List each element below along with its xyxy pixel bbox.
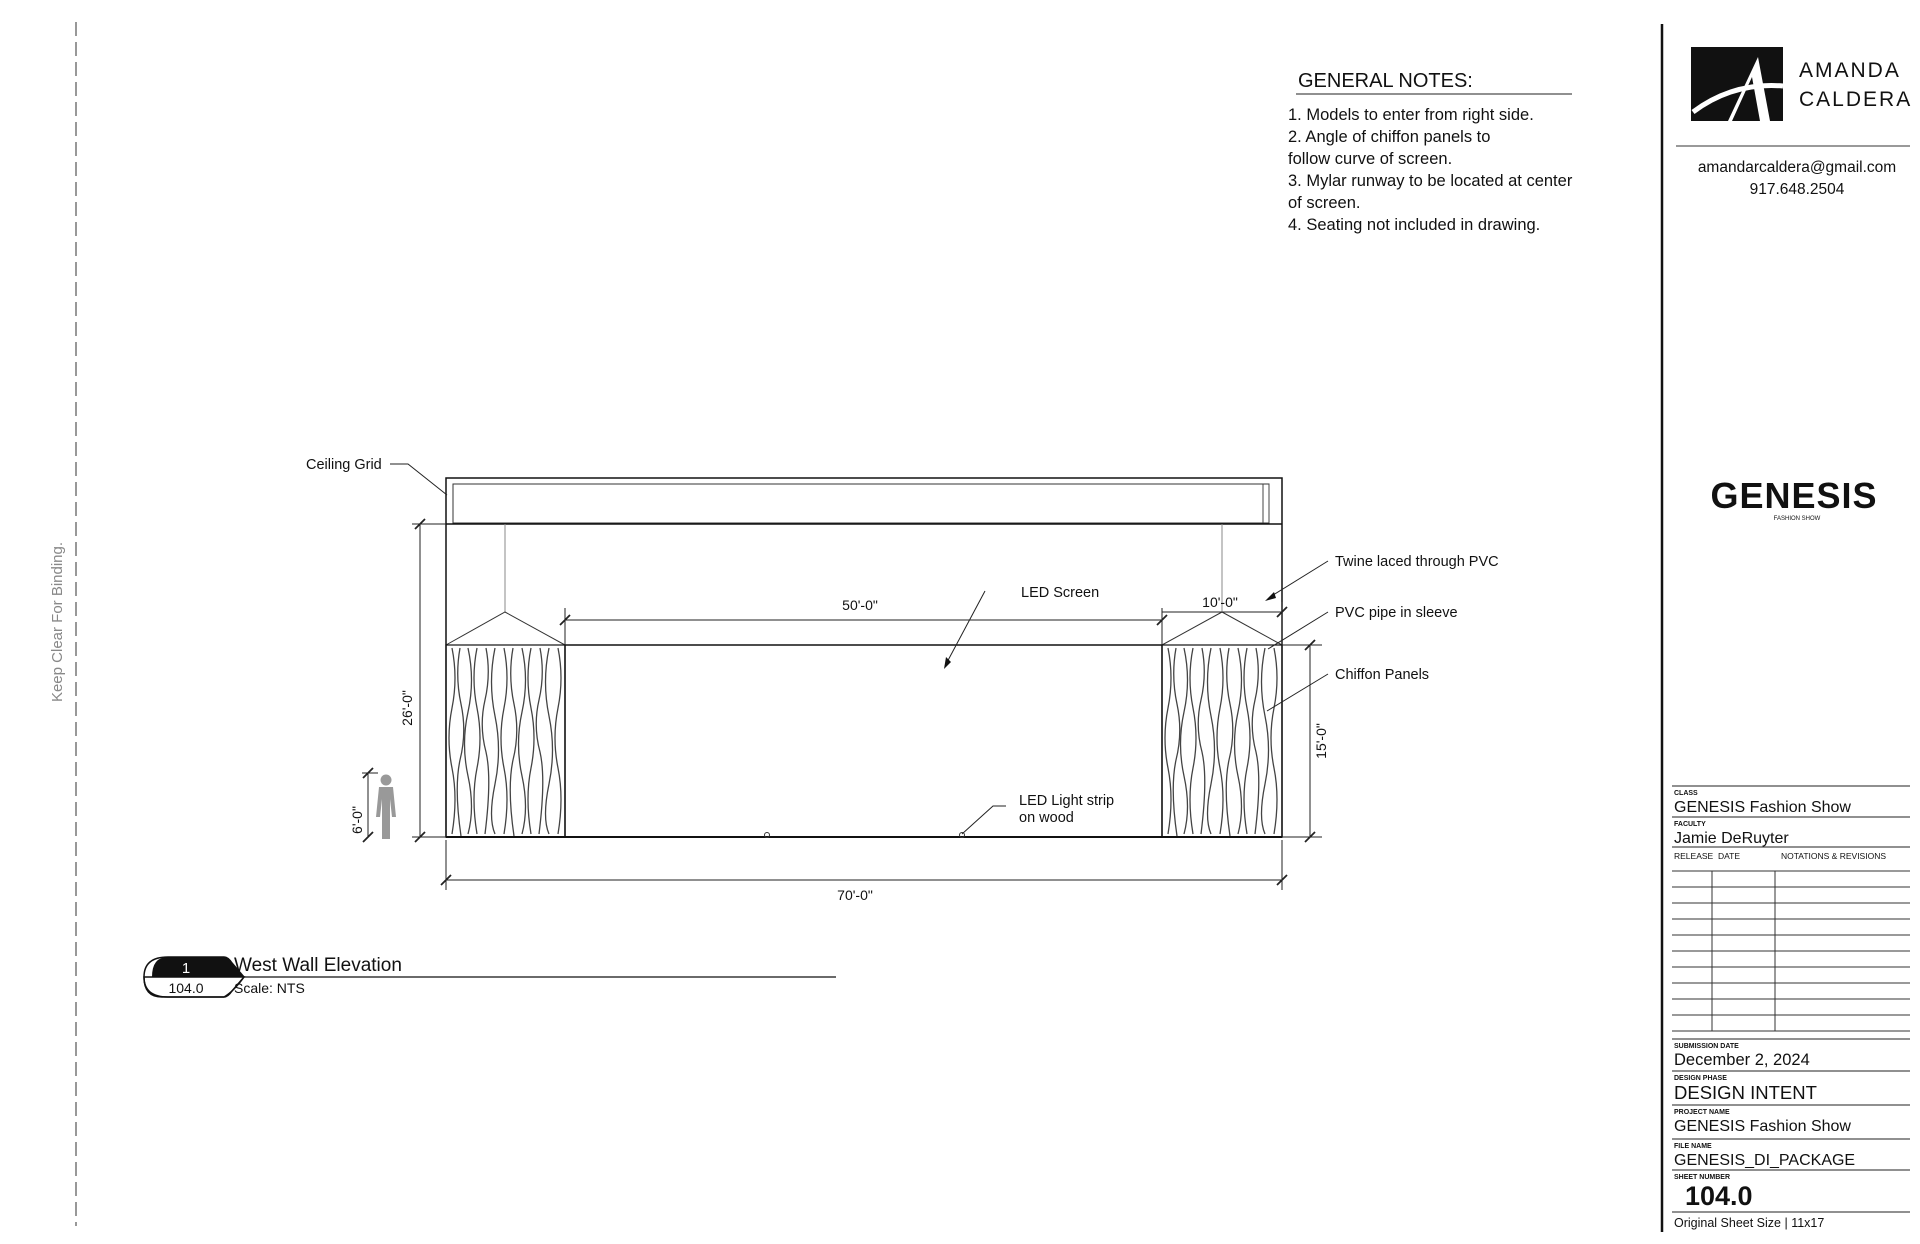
note-line: 3. Mylar runway to be located at center [1288,172,1573,190]
label-led-strip-2: on wood [1019,810,1074,826]
general-notes [1288,70,1573,234]
project-label: PROJECT NAME [1674,1109,1730,1116]
designer-first-name: AMANDA [1799,59,1901,82]
title-block [1662,24,1912,1232]
note-line: 1. Models to enter from right side. [1288,106,1534,124]
wall-outline [446,478,1282,837]
designer-last-name: CALDERA [1799,88,1913,111]
dim-panel-width: 10'-0" [1202,594,1238,610]
west-wall-elevation [306,457,1499,903]
dim-person-height: 6'-0" [349,806,365,834]
label-chiffon: Chiffon Panels [1335,667,1430,683]
designer-phone: 917.648.2504 [1749,181,1845,198]
note-line: 4. Seating not included in drawing. [1288,216,1541,234]
show-logo-sub: FASHION SHOW [1773,516,1821,522]
note-line: follow curve of screen. [1288,150,1453,168]
person-scale-figure [376,775,396,840]
dim-total-height: 26'-0" [399,690,415,726]
designer-email: amandarcaldera@gmail.com [1697,159,1897,176]
chiffon-panel-left [446,524,565,837]
chiffon-panel-right [1162,524,1282,837]
binding-note: Keep Clear For Binding. [49,541,66,703]
notations-label: NOTATIONS & REVISIONS [1781,851,1887,861]
faculty-value: Jamie DeRuyter [1674,830,1789,847]
dim-total-width: 70'-0" [837,887,873,903]
note-line: of screen. [1288,194,1361,212]
faculty-label: FACULTY [1674,821,1706,828]
sheet-value: 104.0 [1685,1181,1753,1211]
show-logo: GENESIS [1710,475,1878,516]
view-title-text: West Wall Elevation [234,955,402,976]
class-label: CLASS [1674,790,1698,797]
ceiling-grid [453,484,1269,523]
class-value: GENESIS Fashion Show [1674,799,1851,816]
designer-logo [1691,47,1783,121]
label-twine: Twine laced through PVC [1335,554,1499,570]
view-title [144,955,836,997]
phase-value: DESIGN INTENT [1674,1082,1817,1103]
submission-label: SUBMISSION DATE [1674,1043,1739,1050]
dim-panel-height: 15'-0" [1313,723,1329,759]
label-led-screen: LED Screen [1021,585,1100,601]
file-value: GENESIS_DI_PACKAGE [1674,1152,1856,1169]
view-sheet-ref: 104.0 [168,980,204,996]
notes-title: GENERAL NOTES: [1298,70,1473,92]
view-number: 1 [181,960,191,977]
label-ceiling-grid: Ceiling Grid [306,457,382,473]
view-scale: Scale: NTS [234,980,305,996]
file-label: FILE NAME [1674,1143,1712,1150]
phase-label: DESIGN PHASE [1674,1075,1727,1082]
dim-screen-width: 50'-0" [842,597,878,613]
note-line: 2. Angle of chiffon panels to [1288,128,1491,146]
submission-value: December 2, 2024 [1674,1051,1810,1069]
release-label: RELEASE [1674,851,1714,861]
sheet-size: Original Sheet Size | 11x17 [1674,1216,1825,1230]
project-value: GENESIS Fashion Show [1674,1118,1851,1135]
label-led-strip: LED Light strip [1019,793,1115,809]
date-label: DATE [1718,851,1741,861]
sheet-label: SHEET NUMBER [1674,1174,1731,1181]
label-pvc-pipe: PVC pipe in sleeve [1335,605,1458,621]
revisions-table [1672,871,1910,1031]
